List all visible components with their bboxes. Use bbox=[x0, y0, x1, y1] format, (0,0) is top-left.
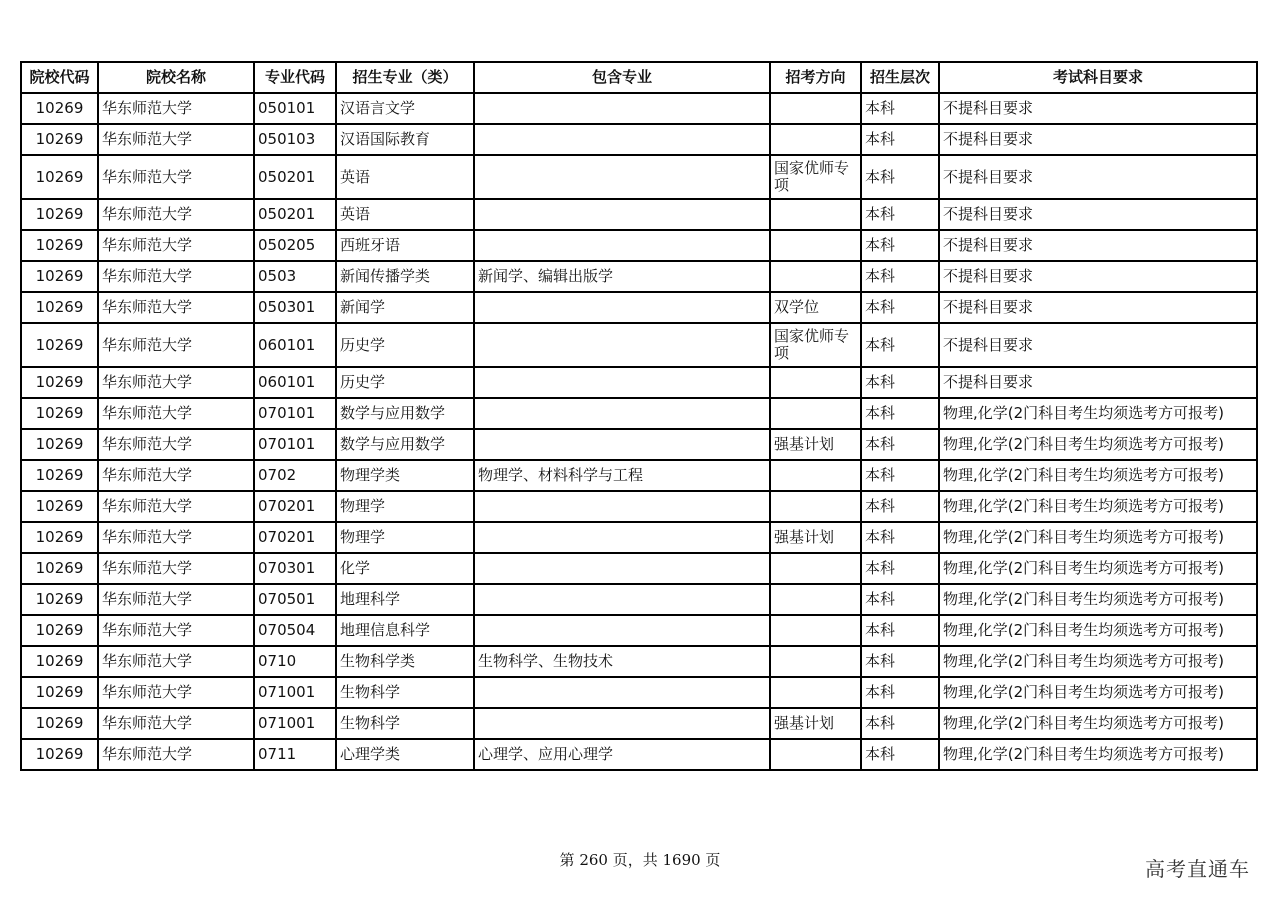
cell-major-code: 0702 bbox=[254, 460, 336, 491]
cell-major: 物理学 bbox=[336, 522, 474, 553]
cell-direction bbox=[770, 739, 861, 770]
cell-major: 数学与应用数学 bbox=[336, 398, 474, 429]
cell-subject-requirements: 不提科目要求 bbox=[939, 199, 1257, 230]
cell-major-code: 070101 bbox=[254, 429, 336, 460]
cell-level: 本科 bbox=[861, 491, 939, 522]
cell-school-code: 10269 bbox=[21, 677, 98, 708]
cell-included-majors bbox=[474, 553, 770, 584]
cell-school-code: 10269 bbox=[21, 261, 98, 292]
cell-level: 本科 bbox=[861, 323, 939, 367]
cell-subject-requirements: 物理,化学(2门科目考生均须选考方可报考) bbox=[939, 646, 1257, 677]
cell-school-name: 华东师范大学 bbox=[98, 261, 254, 292]
cell-subject-requirements: 物理,化学(2门科目考生均须选考方可报考) bbox=[939, 398, 1257, 429]
cell-included-majors bbox=[474, 398, 770, 429]
cell-direction bbox=[770, 491, 861, 522]
cell-direction bbox=[770, 677, 861, 708]
cell-major: 物理学 bbox=[336, 491, 474, 522]
table-row bbox=[21, 199, 1257, 230]
cell-school-name: 华东师范大学 bbox=[98, 739, 254, 770]
cell-included-majors bbox=[474, 199, 770, 230]
cell-included-majors: 新闻学、编辑出版学 bbox=[474, 261, 770, 292]
cell-major: 汉语国际教育 bbox=[336, 124, 474, 155]
cell-subject-requirements: 物理,化学(2门科目考生均须选考方可报考) bbox=[939, 615, 1257, 646]
cell-major-code: 050301 bbox=[254, 292, 336, 323]
cell-school-name: 华东师范大学 bbox=[98, 708, 254, 739]
cell-level: 本科 bbox=[861, 522, 939, 553]
cell-school-code: 10269 bbox=[21, 646, 98, 677]
cell-school-code: 10269 bbox=[21, 398, 98, 429]
header-major-code: 专业代码 bbox=[254, 62, 336, 93]
cell-subject-requirements: 不提科目要求 bbox=[939, 230, 1257, 261]
cell-level: 本科 bbox=[861, 460, 939, 491]
cell-direction: 强基计划 bbox=[770, 522, 861, 553]
cell-major-code: 050201 bbox=[254, 199, 336, 230]
table-row bbox=[21, 429, 1257, 460]
cell-direction bbox=[770, 398, 861, 429]
cell-direction bbox=[770, 124, 861, 155]
cell-major-code: 0503 bbox=[254, 261, 336, 292]
enrollment-table-container bbox=[20, 61, 1258, 771]
cell-subject-requirements: 物理,化学(2门科目考生均须选考方可报考) bbox=[939, 584, 1257, 615]
cell-direction bbox=[770, 261, 861, 292]
cell-major-code: 070201 bbox=[254, 522, 336, 553]
cell-school-name: 华东师范大学 bbox=[98, 553, 254, 584]
cell-included-majors bbox=[474, 429, 770, 460]
cell-included-majors bbox=[474, 230, 770, 261]
cell-major-code: 050103 bbox=[254, 124, 336, 155]
cell-subject-requirements: 不提科目要求 bbox=[939, 292, 1257, 323]
cell-school-code: 10269 bbox=[21, 230, 98, 261]
table-row bbox=[21, 491, 1257, 522]
cell-school-name: 华东师范大学 bbox=[98, 460, 254, 491]
cell-included-majors bbox=[474, 677, 770, 708]
cell-major-code: 070301 bbox=[254, 553, 336, 584]
cell-major-code: 060101 bbox=[254, 323, 336, 367]
cell-school-code: 10269 bbox=[21, 124, 98, 155]
cell-included-majors bbox=[474, 367, 770, 398]
table-row bbox=[21, 553, 1257, 584]
cell-subject-requirements: 不提科目要求 bbox=[939, 93, 1257, 124]
table-row bbox=[21, 460, 1257, 491]
cell-major: 生物科学 bbox=[336, 677, 474, 708]
cell-school-code: 10269 bbox=[21, 367, 98, 398]
cell-direction: 强基计划 bbox=[770, 708, 861, 739]
cell-school-name: 华东师范大学 bbox=[98, 584, 254, 615]
cell-subject-requirements: 物理,化学(2门科目考生均须选考方可报考) bbox=[939, 553, 1257, 584]
cell-major: 生物科学类 bbox=[336, 646, 474, 677]
cell-major: 新闻学 bbox=[336, 292, 474, 323]
cell-major-code: 070201 bbox=[254, 491, 336, 522]
cell-school-name: 华东师范大学 bbox=[98, 155, 254, 199]
watermark-logo-text: 高考直通车 bbox=[1145, 857, 1250, 881]
cell-major-code: 050201 bbox=[254, 155, 336, 199]
cell-major: 历史学 bbox=[336, 367, 474, 398]
cell-included-majors bbox=[474, 584, 770, 615]
cell-subject-requirements: 物理,化学(2门科目考生均须选考方可报考) bbox=[939, 677, 1257, 708]
cell-major-code: 050205 bbox=[254, 230, 336, 261]
cell-included-majors bbox=[474, 491, 770, 522]
cell-level: 本科 bbox=[861, 367, 939, 398]
cell-school-code: 10269 bbox=[21, 584, 98, 615]
cell-subject-requirements: 物理,化学(2门科目考生均须选考方可报考) bbox=[939, 522, 1257, 553]
cell-school-name: 华东师范大学 bbox=[98, 646, 254, 677]
cell-level: 本科 bbox=[861, 199, 939, 230]
table-row bbox=[21, 646, 1257, 677]
cell-direction bbox=[770, 230, 861, 261]
cell-level: 本科 bbox=[861, 155, 939, 199]
cell-major: 地理信息科学 bbox=[336, 615, 474, 646]
cell-school-code: 10269 bbox=[21, 491, 98, 522]
header-included-majors: 包含专业 bbox=[474, 62, 770, 93]
table-row bbox=[21, 292, 1257, 323]
cell-school-name: 华东师范大学 bbox=[98, 230, 254, 261]
cell-subject-requirements: 不提科目要求 bbox=[939, 323, 1257, 367]
enrollment-table bbox=[20, 61, 1258, 771]
cell-major: 汉语言文学 bbox=[336, 93, 474, 124]
cell-subject-requirements: 物理,化学(2门科目考生均须选考方可报考) bbox=[939, 460, 1257, 491]
table-row bbox=[21, 323, 1257, 367]
cell-major-code: 0710 bbox=[254, 646, 336, 677]
cell-major: 心理学类 bbox=[336, 739, 474, 770]
cell-school-code: 10269 bbox=[21, 553, 98, 584]
cell-major: 历史学 bbox=[336, 323, 474, 367]
cell-major: 生物科学 bbox=[336, 708, 474, 739]
cell-direction bbox=[770, 367, 861, 398]
header-major: 招生专业（类） bbox=[336, 62, 474, 93]
cell-major: 物理学类 bbox=[336, 460, 474, 491]
cell-direction: 强基计划 bbox=[770, 429, 861, 460]
cell-included-majors bbox=[474, 615, 770, 646]
cell-direction bbox=[770, 460, 861, 491]
cell-major: 英语 bbox=[336, 155, 474, 199]
cell-included-majors: 生物科学、生物技术 bbox=[474, 646, 770, 677]
table-row bbox=[21, 124, 1257, 155]
cell-major: 英语 bbox=[336, 199, 474, 230]
cell-school-name: 华东师范大学 bbox=[98, 124, 254, 155]
cell-included-majors bbox=[474, 155, 770, 199]
header-direction: 招考方向 bbox=[770, 62, 861, 93]
cell-level: 本科 bbox=[861, 615, 939, 646]
cell-major-code: 050101 bbox=[254, 93, 336, 124]
cell-school-name: 华东师范大学 bbox=[98, 199, 254, 230]
cell-level: 本科 bbox=[861, 646, 939, 677]
cell-direction: 国家优师专项 bbox=[770, 155, 861, 199]
cell-level: 本科 bbox=[861, 93, 939, 124]
cell-included-majors bbox=[474, 522, 770, 553]
table-row bbox=[21, 398, 1257, 429]
table-row bbox=[21, 584, 1257, 615]
table-row bbox=[21, 93, 1257, 124]
cell-subject-requirements: 物理,化学(2门科目考生均须选考方可报考) bbox=[939, 708, 1257, 739]
cell-school-code: 10269 bbox=[21, 429, 98, 460]
table-row bbox=[21, 261, 1257, 292]
table-row bbox=[21, 677, 1257, 708]
cell-direction bbox=[770, 199, 861, 230]
cell-level: 本科 bbox=[861, 584, 939, 615]
cell-level: 本科 bbox=[861, 124, 939, 155]
cell-direction bbox=[770, 615, 861, 646]
table-row bbox=[21, 155, 1257, 199]
cell-school-code: 10269 bbox=[21, 155, 98, 199]
cell-school-code: 10269 bbox=[21, 460, 98, 491]
cell-major: 地理科学 bbox=[336, 584, 474, 615]
cell-major-code: 071001 bbox=[254, 708, 336, 739]
cell-direction: 国家优师专项 bbox=[770, 323, 861, 367]
cell-direction bbox=[770, 553, 861, 584]
cell-included-majors bbox=[474, 292, 770, 323]
cell-major: 化学 bbox=[336, 553, 474, 584]
cell-major: 西班牙语 bbox=[336, 230, 474, 261]
table-header-row bbox=[21, 62, 1257, 93]
cell-subject-requirements: 物理,化学(2门科目考生均须选考方可报考) bbox=[939, 739, 1257, 770]
cell-level: 本科 bbox=[861, 677, 939, 708]
cell-level: 本科 bbox=[861, 739, 939, 770]
table-row bbox=[21, 708, 1257, 739]
cell-school-code: 10269 bbox=[21, 199, 98, 230]
cell-school-name: 华东师范大学 bbox=[98, 677, 254, 708]
cell-major: 数学与应用数学 bbox=[336, 429, 474, 460]
cell-included-majors bbox=[474, 124, 770, 155]
cell-school-code: 10269 bbox=[21, 323, 98, 367]
cell-level: 本科 bbox=[861, 292, 939, 323]
cell-school-name: 华东师范大学 bbox=[98, 615, 254, 646]
cell-included-majors bbox=[474, 323, 770, 367]
cell-included-majors: 物理学、材料科学与工程 bbox=[474, 460, 770, 491]
cell-major-code: 070501 bbox=[254, 584, 336, 615]
cell-school-name: 华东师范大学 bbox=[98, 323, 254, 367]
cell-subject-requirements: 物理,化学(2门科目考生均须选考方可报考) bbox=[939, 429, 1257, 460]
cell-direction bbox=[770, 646, 861, 677]
cell-included-majors bbox=[474, 93, 770, 124]
header-school-name: 院校名称 bbox=[98, 62, 254, 93]
cell-school-code: 10269 bbox=[21, 292, 98, 323]
cell-direction bbox=[770, 93, 861, 124]
cell-level: 本科 bbox=[861, 708, 939, 739]
cell-school-code: 10269 bbox=[21, 739, 98, 770]
table-row bbox=[21, 615, 1257, 646]
cell-school-code: 10269 bbox=[21, 615, 98, 646]
cell-school-name: 华东师范大学 bbox=[98, 292, 254, 323]
table-row bbox=[21, 522, 1257, 553]
cell-school-code: 10269 bbox=[21, 708, 98, 739]
cell-included-majors bbox=[474, 708, 770, 739]
cell-level: 本科 bbox=[861, 429, 939, 460]
cell-school-name: 华东师范大学 bbox=[98, 398, 254, 429]
page-number: 第 260 页，共 1690 页 bbox=[559, 851, 721, 869]
header-subject-requirements: 考试科目要求 bbox=[939, 62, 1257, 93]
cell-major: 新闻传播学类 bbox=[336, 261, 474, 292]
cell-level: 本科 bbox=[861, 261, 939, 292]
table-row bbox=[21, 230, 1257, 261]
table-row bbox=[21, 367, 1257, 398]
cell-school-code: 10269 bbox=[21, 522, 98, 553]
cell-major-code: 0711 bbox=[254, 739, 336, 770]
header-school-code: 院校代码 bbox=[21, 62, 98, 93]
cell-level: 本科 bbox=[861, 398, 939, 429]
cell-school-code: 10269 bbox=[21, 93, 98, 124]
cell-direction: 双学位 bbox=[770, 292, 861, 323]
cell-major-code: 071001 bbox=[254, 677, 336, 708]
cell-school-name: 华东师范大学 bbox=[98, 491, 254, 522]
table-body bbox=[21, 93, 1257, 770]
cell-major-code: 070504 bbox=[254, 615, 336, 646]
cell-level: 本科 bbox=[861, 553, 939, 584]
cell-major-code: 070101 bbox=[254, 398, 336, 429]
cell-subject-requirements: 不提科目要求 bbox=[939, 155, 1257, 199]
cell-school-name: 华东师范大学 bbox=[98, 93, 254, 124]
header-level: 招生层次 bbox=[861, 62, 939, 93]
cell-direction bbox=[770, 584, 861, 615]
cell-major-code: 060101 bbox=[254, 367, 336, 398]
cell-level: 本科 bbox=[861, 230, 939, 261]
cell-subject-requirements: 不提科目要求 bbox=[939, 124, 1257, 155]
table-row bbox=[21, 739, 1257, 770]
cell-subject-requirements: 物理,化学(2门科目考生均须选考方可报考) bbox=[939, 491, 1257, 522]
cell-subject-requirements: 不提科目要求 bbox=[939, 367, 1257, 398]
cell-subject-requirements: 不提科目要求 bbox=[939, 261, 1257, 292]
cell-school-name: 华东师范大学 bbox=[98, 367, 254, 398]
cell-school-name: 华东师范大学 bbox=[98, 429, 254, 460]
cell-school-name: 华东师范大学 bbox=[98, 522, 254, 553]
cell-included-majors: 心理学、应用心理学 bbox=[474, 739, 770, 770]
